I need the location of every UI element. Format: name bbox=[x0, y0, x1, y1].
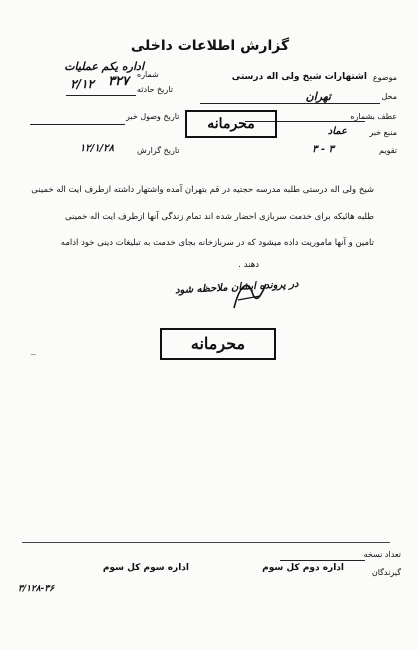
report-title: گزارش اطلاعات داخلی bbox=[130, 38, 290, 54]
bottom-reference: ۳/۱۲۸-۳۶ bbox=[18, 584, 55, 594]
body-line-4: دهند . bbox=[238, 260, 259, 270]
signature-flourish bbox=[230, 278, 270, 314]
copies-label: تعداد نسخه bbox=[363, 550, 401, 559]
body-line-3: تامین و آنها ماموریت داده میشود که در سربازخانه بجای خدمت به تبلیغات دینی خود ادامه bbox=[60, 238, 374, 248]
margin-mark: ~ bbox=[30, 350, 37, 359]
subject-value: اشتهارات شیخ ولی اله درستی bbox=[231, 72, 367, 82]
place-value: تهران bbox=[305, 90, 331, 103]
receipt-date-line bbox=[30, 124, 125, 125]
event-date-line bbox=[66, 95, 136, 96]
event-date-label: تاریخ حادثه bbox=[137, 85, 173, 94]
place-label: محل bbox=[381, 92, 397, 101]
body-line-1: شیخ ولی اله درستی طلبه مدرسه حجتیه در قم بتهران آمده واشتهار داشته ازطرف ایت اله خمینی bbox=[31, 185, 374, 195]
place-line bbox=[200, 103, 380, 104]
recipient-2: اداره سوم کل سوم bbox=[102, 563, 189, 573]
recipients-label: گیرندگان bbox=[371, 568, 401, 577]
source-value: عماد bbox=[327, 126, 347, 137]
source-label: منبع خبر bbox=[369, 128, 397, 137]
report-date-label: تاریخ گزارش bbox=[137, 146, 180, 155]
copies-line bbox=[280, 560, 365, 561]
confidential-stamp-top: محرمانه bbox=[185, 110, 277, 138]
evaluation-label: تقویم bbox=[379, 146, 397, 155]
recipient-1: اداره دوم کل سوم bbox=[262, 563, 344, 573]
body-line-2: طلبه هائیکه برای خدمت سربازی احضار شده اند تمام زندگی آنها ازطرف ایت اله خمینی bbox=[64, 212, 374, 222]
attachment-label: عطف بشماره bbox=[350, 112, 397, 121]
report-date-value: ۱۲/۱/۲۸ bbox=[79, 143, 114, 154]
evaluation-value: ۳ - ۳ bbox=[312, 144, 334, 155]
number-value: ۳۲۷ bbox=[108, 74, 129, 89]
confidential-stamp-middle: محرمانه bbox=[160, 328, 276, 360]
number-prefix: ۲/۱۲ bbox=[70, 77, 94, 91]
receipt-date-label: تاریخ وصول خبر bbox=[126, 112, 180, 121]
number-label: شماره bbox=[137, 70, 159, 79]
handwritten-note: در پرونده ایشان ملاحظه شود bbox=[175, 278, 300, 297]
subject-label: موضوع bbox=[372, 73, 397, 82]
department-value: اداره یکم عملیات bbox=[64, 60, 144, 73]
footer-divider bbox=[22, 542, 390, 543]
